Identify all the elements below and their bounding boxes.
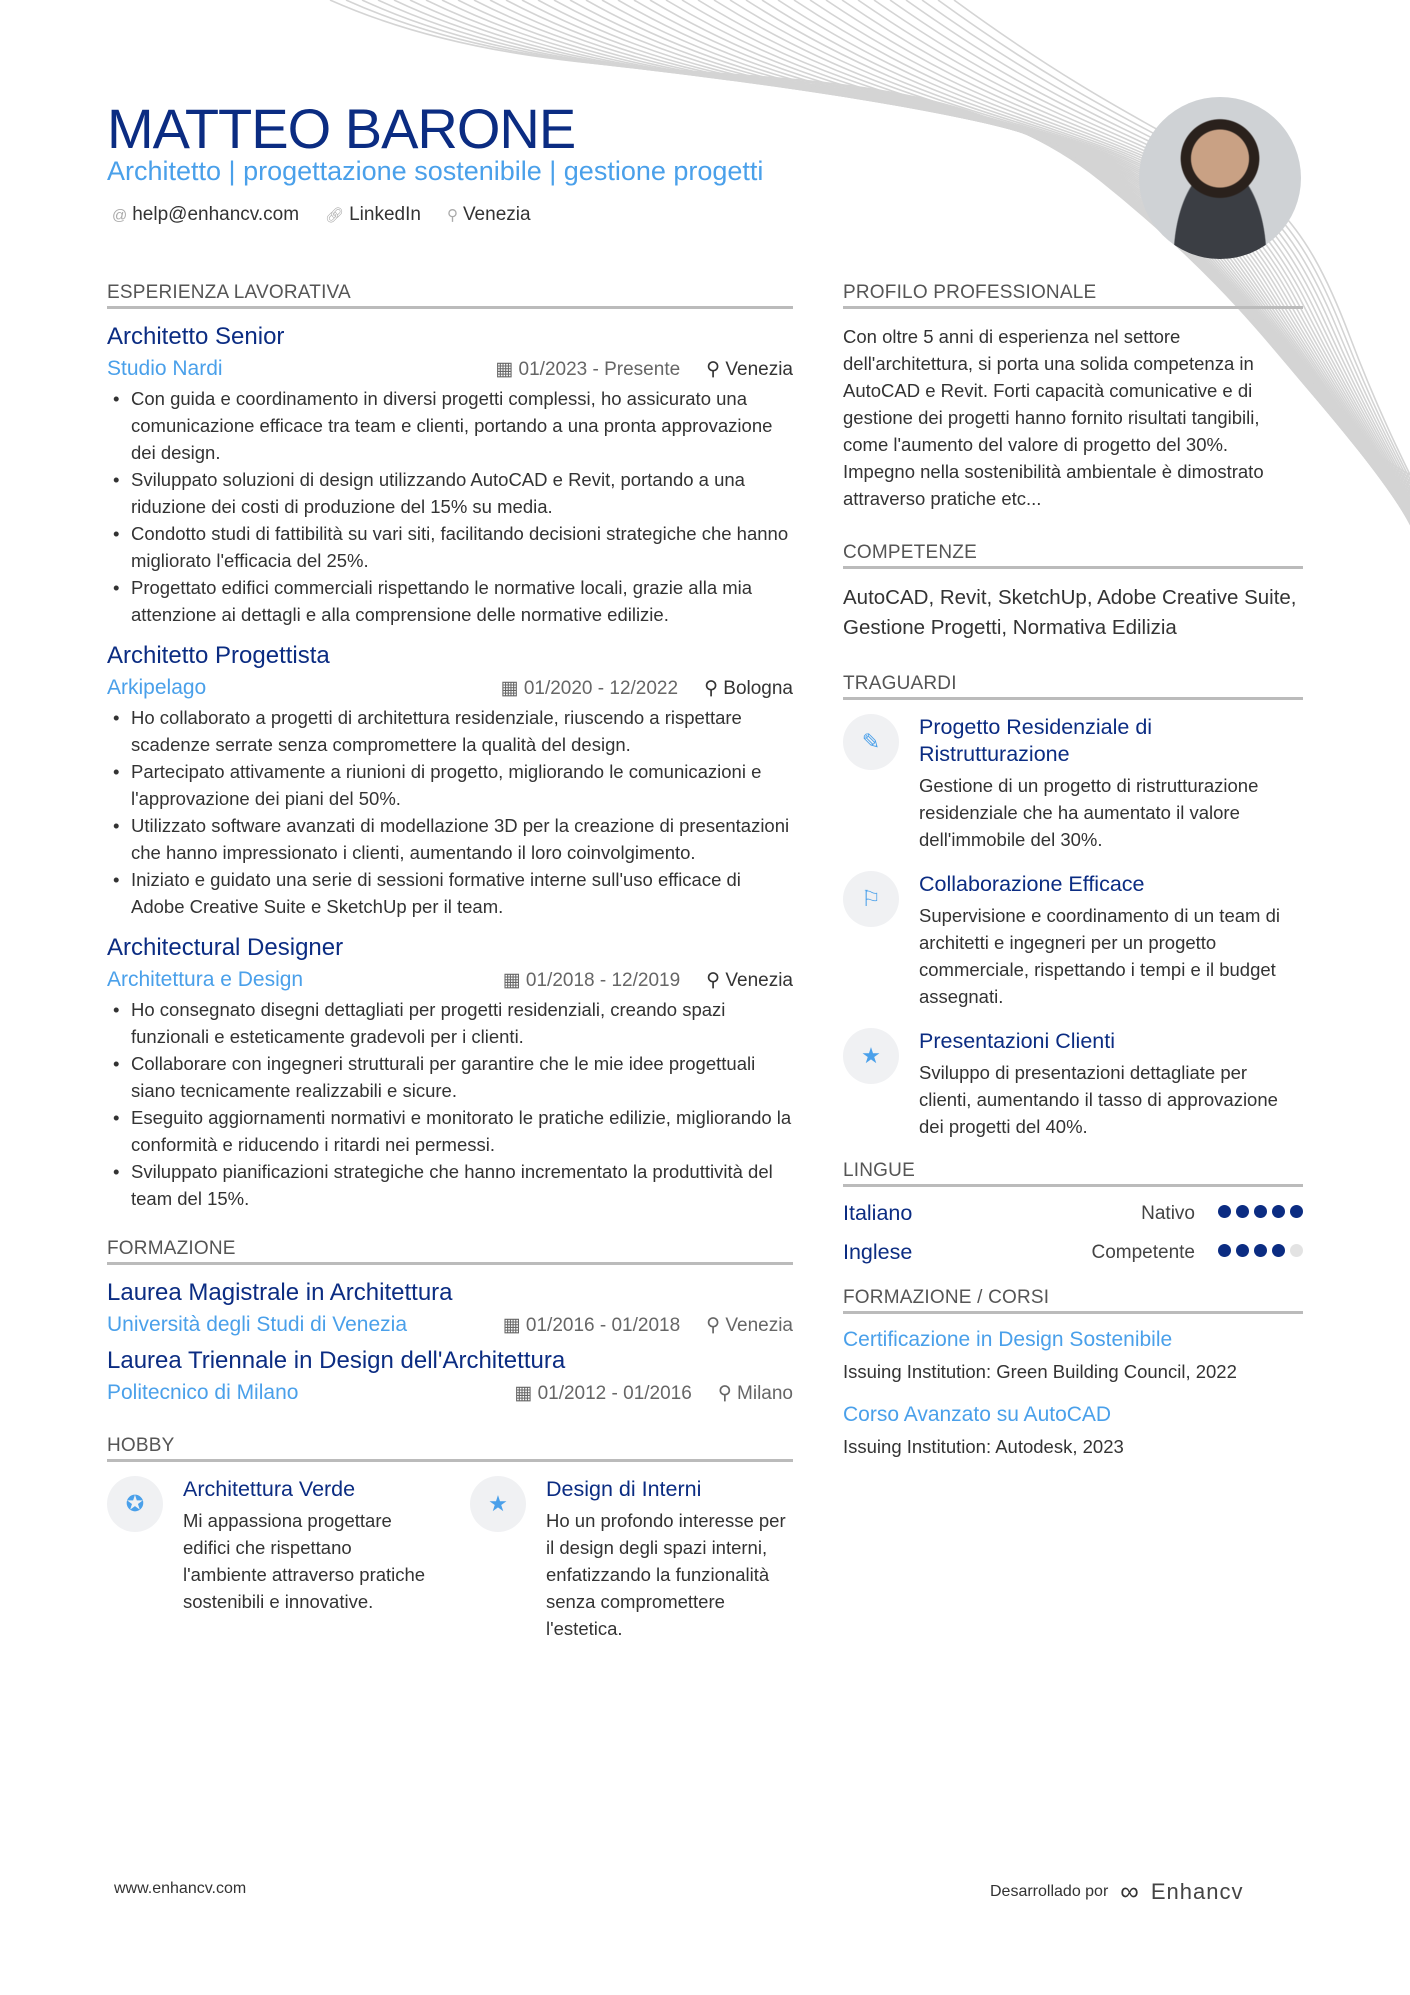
education-location <box>706 1314 793 1337</box>
item-title: Progetto Residenziale di Ristrutturazione <box>919 715 1153 766</box>
education-entry <box>107 1279 793 1337</box>
rating-dot <box>1272 1244 1285 1257</box>
bullet-item: • Eseguito aggiornamenti normativi e monitorato le pratiche edilizie, migliorando la conformità e riducendo i ritardi nei permessi. <box>107 1104 793 1158</box>
location-pin-icon: ⚲ <box>706 1314 726 1336</box>
language-level: Nativo <box>1141 1202 1195 1224</box>
languages-section <box>843 1160 1303 1265</box>
skills-section <box>843 542 1303 643</box>
company-name: Studio Nardi <box>107 357 223 380</box>
calendar-icon: ▦ <box>502 1314 526 1336</box>
rating-dot <box>1254 1244 1267 1257</box>
bullet-item: • Partecipato attivamente a riunioni di progetto, migliorando le comunicazioni e l'approvazione dei piani del 50%. <box>107 758 793 812</box>
item-title: Design di Interni <box>546 1477 702 1501</box>
date-text: 01/2016 - 01/2018 <box>525 1314 681 1336</box>
contact-location: ⚲ Venezia <box>446 204 531 225</box>
education-section <box>107 1238 793 1405</box>
footer-url[interactable]: www.enhancv.com <box>114 1880 247 1897</box>
contact-info <box>112 204 531 226</box>
achievement-item <box>843 871 1303 1010</box>
education-meta <box>107 1313 793 1337</box>
bullet-item: • Utilizzato software avanzati di modellazione 3D per la creazione di presentazioni che hanno impressionato i clienti, aumentando il loro coinvolgimento. <box>107 812 793 866</box>
rating-dot <box>1236 1205 1249 1218</box>
job-entry <box>107 642 793 920</box>
calendar-icon: ▦ <box>495 358 519 380</box>
degree-title: Laurea Magistrale in Architettura <box>107 1279 453 1306</box>
courses-section <box>843 1287 1303 1460</box>
item-body <box>919 1028 1303 1140</box>
location-text: Venezia <box>725 1314 793 1336</box>
education-dates-location <box>514 1382 793 1405</box>
item-body <box>183 1476 430 1642</box>
job-meta <box>107 968 793 992</box>
bullet-item: • Ho collaborato a progetti di architettura residenziale, riuscendo a rispettare scadenze serrate senza compromettere la qualità del design. <box>107 704 793 758</box>
section-heading: PROFILO PROFESSIONALE <box>843 282 1303 309</box>
course-title: Corso Avanzato su AutoCAD <box>843 1403 1112 1426</box>
date-range <box>495 358 680 381</box>
achievements-section <box>843 673 1303 1140</box>
hobby-section <box>107 1435 793 1660</box>
bullet-item: • Con guida e coordinamento in diversi progetti complessi, ho assicurato una comunicazione efficace tra team e clienti, portando a una pronta approvazione dei design. <box>107 385 793 466</box>
calendar-icon: ▦ <box>514 1382 538 1404</box>
footer-branding <box>990 1876 1243 1907</box>
location-text: Venezia <box>725 358 793 380</box>
education-meta <box>107 1381 793 1405</box>
job-title: Architectural Designer <box>107 934 344 961</box>
item-body <box>546 1476 793 1642</box>
bullet-item: • Progettato edifici commerciali rispettando le normative locali, grazie alla mia attenzione ai dettagli e alla comprensione delle normative edilizie. <box>107 574 793 628</box>
item-description: Mi appassiona progettare edifici che rispettano l'ambiente attraverso pratiche sostenibili e innovative. <box>183 1510 426 1612</box>
job-title: Architetto Senior <box>107 323 285 350</box>
location-text: Milano <box>737 1382 793 1404</box>
rating-dot <box>1290 1244 1303 1257</box>
location-pin-icon: ⚲ <box>446 207 458 224</box>
hobby-item <box>470 1476 793 1642</box>
bullet-item: • Collaborare con ingegneri strutturali per garantire che le mie idee progettuali siano tecnicamente realizzabili e sicure. <box>107 1050 793 1104</box>
job-bullets <box>107 385 793 628</box>
job-meta <box>107 676 793 700</box>
job-bullets <box>107 704 793 920</box>
item-title: Collaborazione Efficace <box>919 872 1145 896</box>
location-pin-icon: ⚲ <box>706 358 726 380</box>
rating-dot <box>1236 1244 1249 1257</box>
rating-dot <box>1218 1244 1231 1257</box>
flag-icon: ⚐ <box>843 871 899 927</box>
language-rating <box>1213 1205 1303 1223</box>
job-dates-location <box>503 969 793 992</box>
date-range <box>514 1382 691 1405</box>
item-title: Architettura Verde <box>183 1477 356 1501</box>
section-heading: FORMAZIONE / CORSI <box>843 1287 1303 1314</box>
rating-dot <box>1254 1205 1267 1218</box>
section-heading: FORMAZIONE <box>107 1238 793 1265</box>
job-location <box>706 358 793 381</box>
job-entry <box>107 934 793 1212</box>
brand-name: Enhancv <box>1150 1878 1244 1904</box>
item-description: Gestione di un progetto di ristrutturazione residenziale che ha aumentato il valore dell'immobile del 30%. <box>919 775 1259 850</box>
contact-email[interactable]: @ help@enhancv.com <box>112 204 300 225</box>
section-heading: ESPERIENZA LAVORATIVA <box>107 282 793 309</box>
calendar-icon: ▦ <box>502 969 526 991</box>
location-pin-icon: ⚲ <box>717 1382 738 1404</box>
skills-text: AutoCAD, Revit, SketchUp, Adobe Creative Suite, Gestione Progetti, Normativa Edilizia <box>843 586 1297 639</box>
rating-dot <box>1218 1205 1231 1218</box>
award-icon: ✪ <box>107 1476 163 1532</box>
item-body <box>919 871 1303 1010</box>
language-level: Competente <box>1091 1241 1195 1263</box>
date-text: 01/2023 - Presente <box>518 358 681 380</box>
item-description: Sviluppo di presentazioni dettagliate per clienti, aumentando il tasso di approvazione dei progetti del 40%. <box>919 1062 1278 1137</box>
location-text: Bologna <box>723 677 793 699</box>
job-dates-location <box>501 677 793 700</box>
left-column <box>107 282 793 1690</box>
course-institution: Issuing Institution: Green Building Council, 2022 <box>843 1361 1237 1382</box>
course-item <box>843 1328 1303 1385</box>
calendar-icon: ▦ <box>500 677 524 699</box>
language-item <box>843 1240 1303 1265</box>
section-heading: COMPETENZE <box>843 542 1303 569</box>
date-range <box>501 677 678 700</box>
job-dates-location <box>495 358 793 381</box>
contact-linkedin[interactable]: 🔗︎ LinkedIn <box>325 204 421 225</box>
job-location <box>706 969 793 992</box>
language-name: Italiano <box>843 1201 913 1225</box>
location-pin-icon: ⚲ <box>706 969 726 991</box>
rating-dot <box>1290 1205 1303 1218</box>
location-pin-icon: ⚲ <box>704 677 724 699</box>
school-name: Università degli Studi di Venezia <box>107 1313 408 1336</box>
bullet-item: • Sviluppato soluzioni di design utilizzando AutoCAD e Revit, portando a una riduzione dei costi di produzione del 15% su media. <box>107 466 793 520</box>
magic-wand-icon: ✎ <box>843 714 899 770</box>
star-icon: ★ <box>843 1028 899 1084</box>
job-entry <box>107 323 793 628</box>
hobby-item <box>107 1476 430 1642</box>
language-name: Inglese <box>843 1240 913 1264</box>
profile-photo <box>1139 97 1301 259</box>
rating-dot <box>1272 1205 1285 1218</box>
date-text: 01/2020 - 12/2022 <box>523 677 679 699</box>
date-range <box>503 969 680 992</box>
link-icon: 🔗︎ <box>325 207 345 224</box>
enhancv-logo-icon: ∞ <box>1120 1876 1139 1906</box>
section-heading: LINGUE <box>843 1160 1303 1187</box>
experience-section <box>107 282 793 1212</box>
item-title: Presentazioni Clienti <box>919 1029 1115 1053</box>
education-dates-location <box>503 1314 793 1337</box>
item-description: Ho un profondo interesse per il design degli spazi interni, enfatizzando la funzionalità senza compromettere l'estetica. <box>546 1510 786 1639</box>
right-column <box>843 282 1303 1490</box>
education-location <box>718 1382 793 1405</box>
degree-title: Laurea Triennale in Design dell'Architettura <box>107 1347 566 1374</box>
item-description: Supervisione e coordinamento di un team di architetti e ingegneri per un progetto commerciale, rispettando i tempi e il budget assegnati. <box>919 905 1280 1007</box>
course-item <box>843 1403 1303 1460</box>
star-icon: ★ <box>470 1476 526 1532</box>
bullet-item: • Iniziato e guidato una serie di sessioni formative interne sull'uso efficace di Adobe Creative Suite e SketchUp per il team. <box>107 866 793 920</box>
company-name: Architettura e Design <box>107 968 304 991</box>
achievement-item <box>843 1028 1303 1140</box>
at-icon: @ <box>112 207 128 224</box>
job-title: Architetto Progettista <box>107 642 330 669</box>
job-location <box>704 677 793 700</box>
date-text: 01/2012 - 01/2016 <box>537 1382 692 1404</box>
company-name: Arkipelago <box>107 676 207 699</box>
profile-text: Con oltre 5 anni di esperienza nel settore dell'architettura, si porta una solida competenza in AutoCAD e Revit. Forti capacità comunicative e di gestione dei progetti hanno fornito risultati tangibili, come l'aumento del valore di progetto del 30%. Impegno nella sostenibilità ambientale è dimostrato attraverso pratiche etc... <box>843 326 1264 509</box>
location-text: Venezia <box>725 969 793 991</box>
date-range <box>503 1314 680 1337</box>
item-body <box>919 714 1303 853</box>
bullet-item: • Ho consegnato disegni dettagliati per progetti residenziali, creando spazi funzionali e esteticamente gradevoli per i clienti. <box>107 996 793 1050</box>
bullet-item: • Condotto studi di fattibilità su vari siti, facilitando decisioni strategiche che hanno migliorato l'efficacia del 25%. <box>107 520 793 574</box>
course-title: Certificazione in Design Sostenibile <box>843 1328 1173 1351</box>
job-meta <box>107 357 793 381</box>
candidate-headline: Architetto | progettazione sostenibile | gestione progetti <box>107 156 764 186</box>
section-heading: TRAGUARDI <box>843 673 1303 700</box>
achievement-item <box>843 714 1303 853</box>
course-institution: Issuing Institution: Autodesk, 2023 <box>843 1436 1124 1457</box>
date-text: 01/2018 - 12/2019 <box>525 969 681 991</box>
school-name: Politecnico di Milano <box>107 1381 299 1404</box>
bullet-item: • Sviluppato pianificazioni strategiche che hanno incrementato la produttività del team del 15%. <box>107 1158 793 1212</box>
job-bullets <box>107 996 793 1212</box>
candidate-name: MATTEO BARONE <box>107 97 576 160</box>
section-heading: HOBBY <box>107 1435 793 1462</box>
language-item <box>843 1201 1303 1226</box>
language-rating <box>1213 1244 1303 1262</box>
education-entry <box>107 1347 793 1405</box>
powered-by-label: Desarrollado por <box>990 1882 1109 1900</box>
profile-section <box>843 282 1303 512</box>
